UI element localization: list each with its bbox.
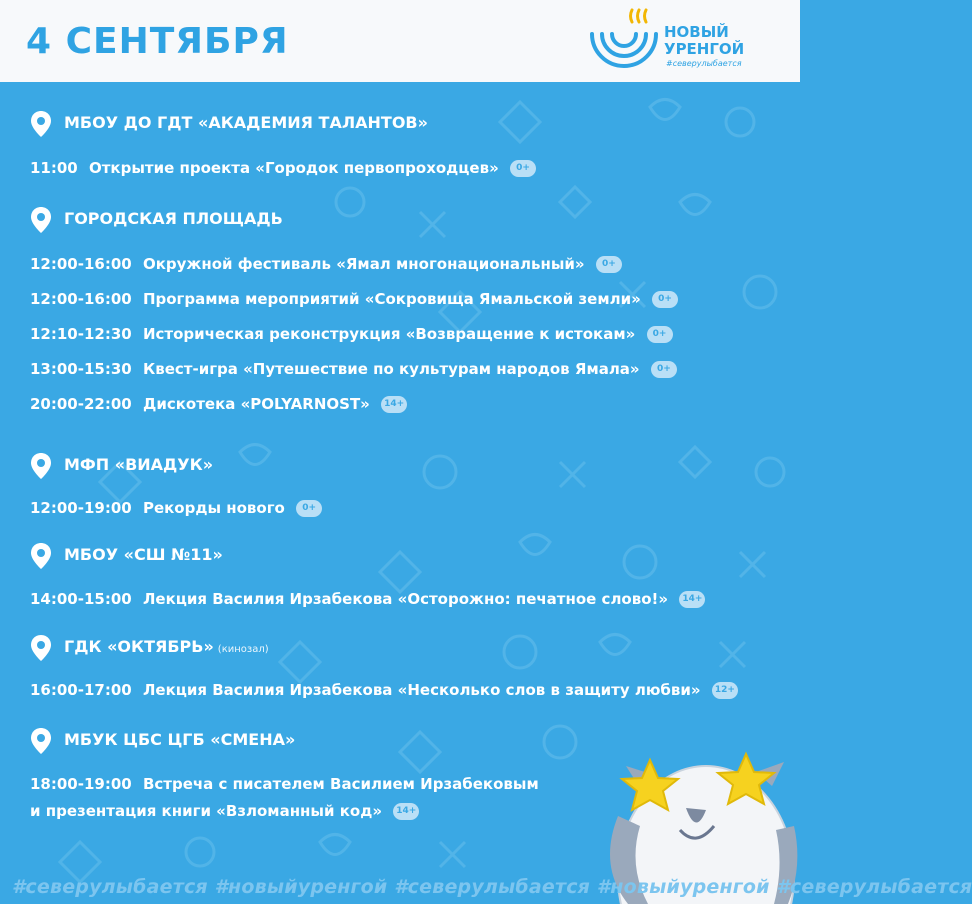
event-title: Окружной фестиваль «Ямал многонациональный» xyxy=(142,255,585,273)
event-time: 12:00-19:00 xyxy=(30,499,132,517)
age-rating-badge: 14+ xyxy=(393,803,419,820)
age-rating-badge: 14+ xyxy=(679,591,705,608)
age-rating-badge: 0+ xyxy=(647,326,673,343)
event-time: 12:10-12:30 xyxy=(30,325,132,343)
event-row xyxy=(30,680,738,700)
venue-name: МБУК ЦБС ЦГБ «СМЕНА» xyxy=(64,730,296,749)
header-bar xyxy=(0,0,800,82)
event-row xyxy=(30,158,536,178)
event-row xyxy=(30,774,539,794)
logo-arcs-icon xyxy=(586,6,662,76)
venue-name: ГОРОДСКАЯ ПЛОЩАДЬ xyxy=(64,209,283,228)
event-time: 18:00-19:00 xyxy=(30,775,132,793)
location-pin-icon xyxy=(30,110,52,138)
logo-tagline: #северулыбается xyxy=(666,59,742,68)
venue-note: (кинозал) xyxy=(217,644,269,655)
event-title: Встреча с писателем Василием Ирзабековым xyxy=(142,775,539,793)
age-rating-badge: 0+ xyxy=(652,291,678,308)
age-rating-badge: 0+ xyxy=(596,256,622,273)
location-pin-icon xyxy=(30,542,52,570)
venue-name: МБОУ ДО ГДТ «АКАДЕМИЯ ТАЛАНТОВ» xyxy=(64,113,428,132)
event-row xyxy=(30,254,622,274)
event-row xyxy=(30,498,322,518)
venue-name: МФП «ВИАДУК» xyxy=(64,455,214,474)
event-title: Дискотека «POLYARNOST» xyxy=(142,395,370,413)
event-time: 13:00-15:30 xyxy=(30,360,132,378)
event-title: Лекция Василия Ирзабекова «Несколько слов в защиту любви» xyxy=(142,681,701,699)
event-title: Программа мероприятий «Сокровища Ямальской земли» xyxy=(142,290,641,308)
location-pin-icon xyxy=(30,727,52,755)
event-row xyxy=(30,324,673,344)
event-row xyxy=(30,359,677,379)
age-rating-badge: 0+ xyxy=(510,160,536,177)
event-row xyxy=(30,589,705,609)
event-title: Открытие проекта «Городок первопроходцев» xyxy=(88,159,499,177)
event-row xyxy=(30,394,407,414)
venue-name: ГДК «ОКТЯБРЬ» (кинозал) xyxy=(64,637,269,656)
logo-line2: УРЕНГОЙ xyxy=(664,40,745,58)
age-rating-badge: 12+ xyxy=(712,682,738,699)
event-time: 16:00-17:00 xyxy=(30,681,132,699)
hashtag-footer: #северулыбается #новыйуренгой #северулыбается #новыйуренгой #северулыбается xyxy=(12,876,972,898)
venue-name: МБОУ «СШ №11» xyxy=(64,545,223,564)
city-logo xyxy=(586,6,786,76)
event-time: 12:00-16:00 xyxy=(30,255,132,273)
location-pin-icon xyxy=(30,452,52,480)
event-title: Квест-игра «Путешествие по культурам народов Ямала» xyxy=(142,360,640,378)
logo-line1: НОВЫЙ xyxy=(664,23,729,41)
event-time: 14:00-15:00 xyxy=(30,590,132,608)
event-title: Рекорды нового xyxy=(142,499,285,517)
event-time: 12:00-16:00 xyxy=(30,290,132,308)
location-pin-icon xyxy=(30,206,52,234)
age-rating-badge: 0+ xyxy=(651,361,677,378)
age-rating-badge: 14+ xyxy=(381,396,407,413)
event-title: Историческая реконструкция «Возвращение к истокам» xyxy=(142,325,636,343)
date-title: 4 СЕНТЯБРЯ xyxy=(26,21,289,62)
event-title: и презентация книги «Взломанный код» xyxy=(30,802,383,820)
age-rating-badge: 0+ xyxy=(296,500,322,517)
event-row xyxy=(30,289,678,309)
event-row xyxy=(30,801,419,821)
location-pin-icon xyxy=(30,634,52,662)
event-time: 11:00 xyxy=(30,159,78,177)
event-time: 20:00-22:00 xyxy=(30,395,132,413)
event-title: Лекция Василия Ирзабекова «Осторожно: печатное слово!» xyxy=(142,590,669,608)
